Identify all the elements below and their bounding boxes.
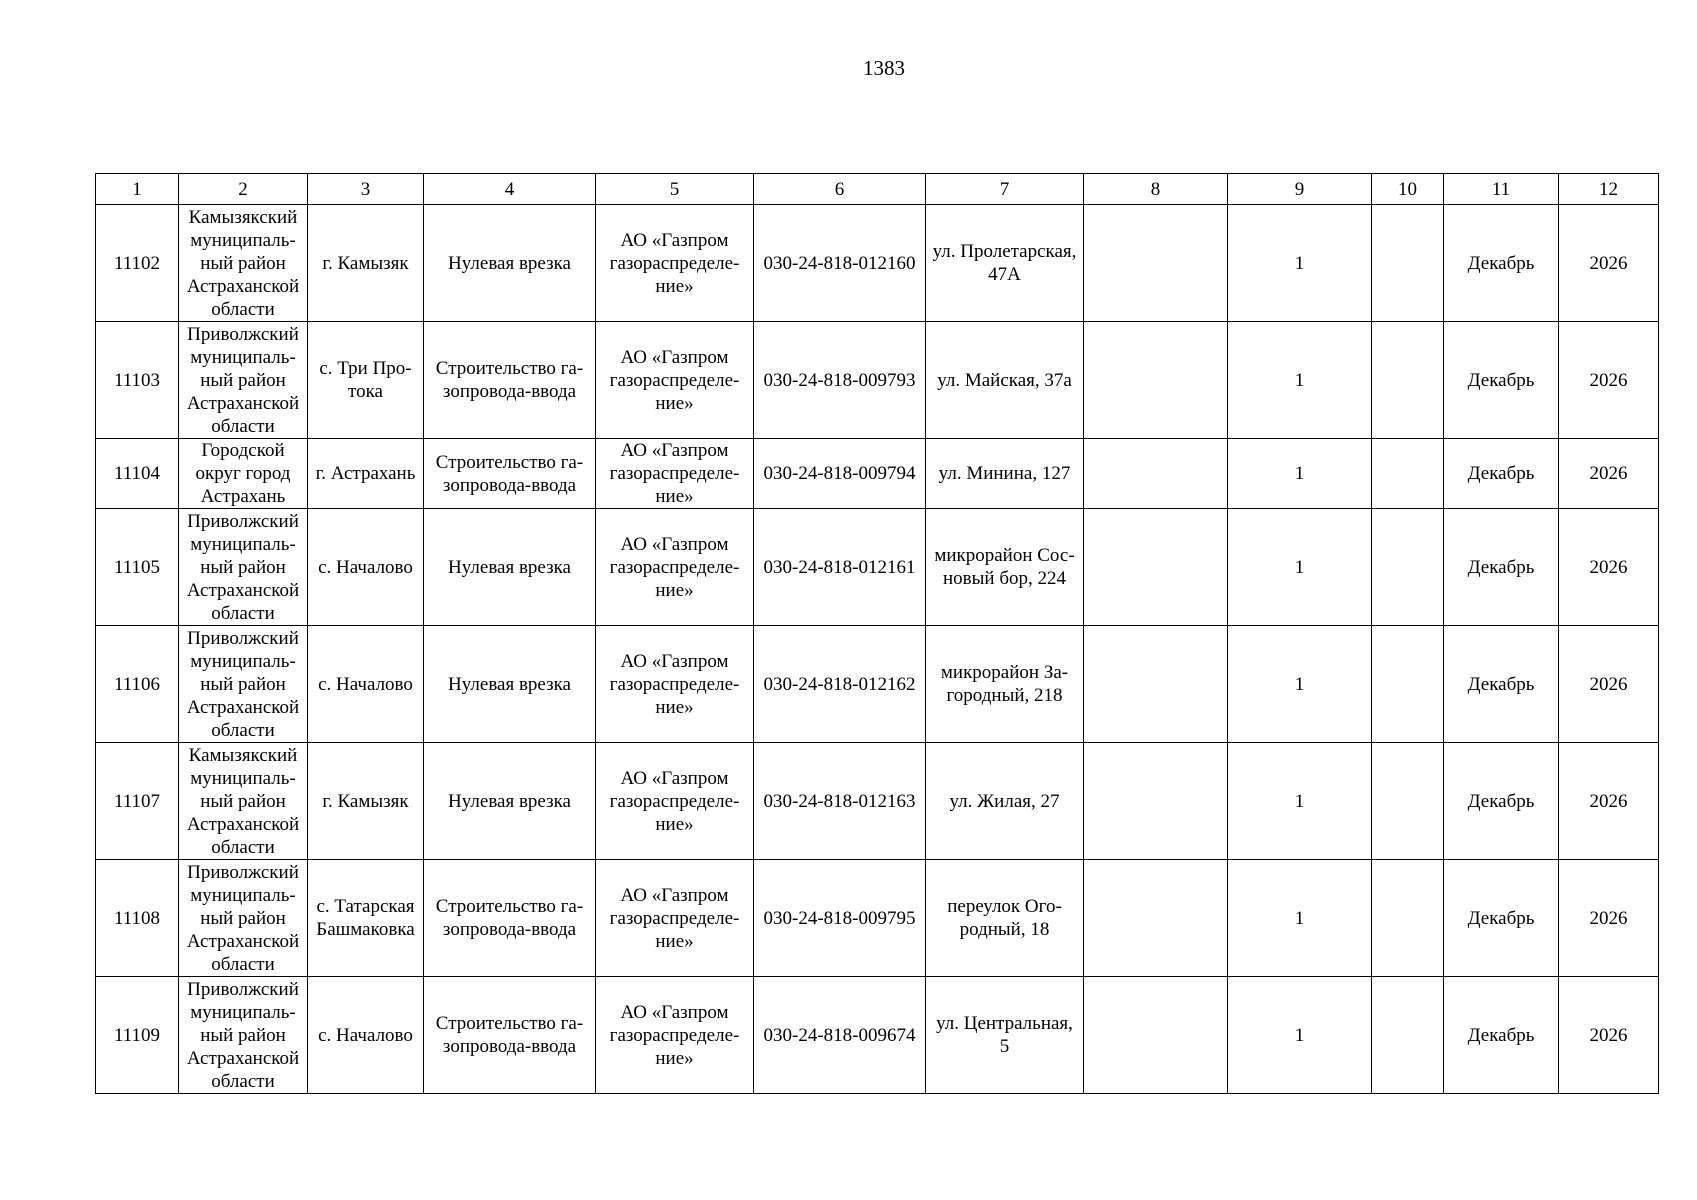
cell-settlement: г. Камызяк [308, 743, 424, 860]
cell-col9: 1 [1228, 509, 1372, 626]
cell-col8 [1084, 860, 1228, 977]
cell-organization: АО «Газпром газораспределе- ние» [596, 439, 754, 509]
cell-municipality: Городской округ город Астрахань [179, 439, 308, 509]
cell-col9: 1 [1228, 322, 1372, 439]
column-header: 1 [96, 174, 179, 205]
cell-code: 030-24-818-012160 [754, 205, 926, 322]
cell-code: 030-24-818-012161 [754, 509, 926, 626]
cell-address: ул. Центральная, 5 [926, 977, 1084, 1094]
cell-municipality: Приволжский муниципаль- ный район Астраханской области [179, 977, 308, 1094]
table-row [96, 743, 1659, 860]
cell-address: ул. Минина, 127 [926, 439, 1084, 509]
cell-id: 11107 [96, 743, 179, 860]
column-header: 7 [926, 174, 1084, 205]
cell-address: микрорайон За- городный, 218 [926, 626, 1084, 743]
cell-work-type: Строительство га- зопровода-ввода [424, 439, 596, 509]
cell-settlement: с. Началово [308, 626, 424, 743]
cell-col9: 1 [1228, 860, 1372, 977]
cell-col10 [1372, 860, 1444, 977]
cell-code: 030-24-818-009795 [754, 860, 926, 977]
cell-settlement: с. Три Про- тока [308, 322, 424, 439]
cell-col9: 1 [1228, 743, 1372, 860]
table-row [96, 509, 1659, 626]
cell-year: 2026 [1559, 860, 1659, 977]
cell-organization: АО «Газпром газораспределе- ние» [596, 626, 754, 743]
cell-id: 11104 [96, 439, 179, 509]
cell-address: микрорайон Сос- новый бор, 224 [926, 509, 1084, 626]
column-header: 3 [308, 174, 424, 205]
cell-col8 [1084, 439, 1228, 509]
column-header: 6 [754, 174, 926, 205]
cell-municipality: Приволжский муниципаль- ный район Астраханской области [179, 509, 308, 626]
cell-work-type: Строительство га- зопровода-ввода [424, 977, 596, 1094]
cell-col8 [1084, 626, 1228, 743]
column-header: 4 [424, 174, 596, 205]
cell-col8 [1084, 205, 1228, 322]
cell-id: 11108 [96, 860, 179, 977]
cell-municipality: Приволжский муниципаль- ный район Астраханской области [179, 860, 308, 977]
cell-col10 [1372, 322, 1444, 439]
cell-organization: АО «Газпром газораспределе- ние» [596, 205, 754, 322]
cell-municipality: Камызякский муниципаль- ный район Астраханской области [179, 743, 308, 860]
column-header: 8 [1084, 174, 1228, 205]
cell-work-type: Нулевая врезка [424, 205, 596, 322]
cell-year: 2026 [1559, 322, 1659, 439]
cell-col9: 1 [1228, 205, 1372, 322]
cell-col8 [1084, 322, 1228, 439]
cell-month: Декабрь [1444, 205, 1559, 322]
cell-code: 030-24-818-012162 [754, 626, 926, 743]
cell-id: 11102 [96, 205, 179, 322]
cell-municipality: Приволжский муниципаль- ный район Астраханской области [179, 322, 308, 439]
cell-organization: АО «Газпром газораспределе- ние» [596, 743, 754, 860]
column-header: 12 [1559, 174, 1659, 205]
cell-settlement: г. Астрахань [308, 439, 424, 509]
cell-col10 [1372, 509, 1444, 626]
cell-work-type: Нулевая врезка [424, 743, 596, 860]
cell-col8 [1084, 509, 1228, 626]
cell-year: 2026 [1559, 626, 1659, 743]
page-number: 1383 [863, 56, 905, 80]
cell-organization: АО «Газпром газораспределе- ние» [596, 977, 754, 1094]
cell-col10 [1372, 205, 1444, 322]
cell-month: Декабрь [1444, 439, 1559, 509]
cell-organization: АО «Газпром газораспределе- ние» [596, 322, 754, 439]
data-table [95, 173, 1659, 1094]
cell-address: ул. Жилая, 27 [926, 743, 1084, 860]
cell-municipality: Приволжский муниципаль- ный район Астраханской области [179, 626, 308, 743]
cell-work-type: Нулевая врезка [424, 626, 596, 743]
cell-code: 030-24-818-009674 [754, 977, 926, 1094]
cell-month: Декабрь [1444, 743, 1559, 860]
table-row [96, 626, 1659, 743]
cell-month: Декабрь [1444, 509, 1559, 626]
cell-year: 2026 [1559, 205, 1659, 322]
cell-work-type: Строительство га- зопровода-ввода [424, 322, 596, 439]
table-row [96, 439, 1659, 509]
cell-address: ул. Пролетарская, 47А [926, 205, 1084, 322]
cell-municipality: Камызякский муниципаль- ный район Астраханской области [179, 205, 308, 322]
cell-settlement: с. Началово [308, 977, 424, 1094]
cell-col10 [1372, 977, 1444, 1094]
cell-id: 11109 [96, 977, 179, 1094]
column-header: 5 [596, 174, 754, 205]
cell-work-type: Нулевая врезка [424, 509, 596, 626]
header-row [96, 174, 1659, 205]
cell-settlement: с. Началово [308, 509, 424, 626]
cell-month: Декабрь [1444, 860, 1559, 977]
cell-address: ул. Майская, 37а [926, 322, 1084, 439]
cell-col8 [1084, 977, 1228, 1094]
cell-code: 030-24-818-009793 [754, 322, 926, 439]
cell-year: 2026 [1559, 743, 1659, 860]
cell-year: 2026 [1559, 439, 1659, 509]
cell-work-type: Строительство га- зопровода-ввода [424, 860, 596, 977]
cell-settlement: г. Камызяк [308, 205, 424, 322]
cell-col10 [1372, 626, 1444, 743]
cell-settlement: с. Татарская Башмаковка [308, 860, 424, 977]
cell-id: 11103 [96, 322, 179, 439]
cell-address: переулок Ого- родный, 18 [926, 860, 1084, 977]
table-row [96, 860, 1659, 977]
table-row [96, 322, 1659, 439]
cell-month: Декабрь [1444, 322, 1559, 439]
column-header: 2 [179, 174, 308, 205]
cell-code: 030-24-818-012163 [754, 743, 926, 860]
column-header: 9 [1228, 174, 1372, 205]
cell-id: 11106 [96, 626, 179, 743]
cell-col10 [1372, 439, 1444, 509]
cell-organization: АО «Газпром газораспределе- ние» [596, 509, 754, 626]
cell-month: Декабрь [1444, 977, 1559, 1094]
cell-id: 11105 [96, 509, 179, 626]
table-row [96, 977, 1659, 1094]
cell-year: 2026 [1559, 977, 1659, 1094]
cell-col10 [1372, 743, 1444, 860]
cell-code: 030-24-818-009794 [754, 439, 926, 509]
column-header: 11 [1444, 174, 1559, 205]
cell-year: 2026 [1559, 509, 1659, 626]
cell-month: Декабрь [1444, 626, 1559, 743]
cell-organization: АО «Газпром газораспределе- ние» [596, 860, 754, 977]
table-row [96, 205, 1659, 322]
cell-col9: 1 [1228, 626, 1372, 743]
column-header: 10 [1372, 174, 1444, 205]
cell-col8 [1084, 743, 1228, 860]
cell-col9: 1 [1228, 439, 1372, 509]
cell-col9: 1 [1228, 977, 1372, 1094]
